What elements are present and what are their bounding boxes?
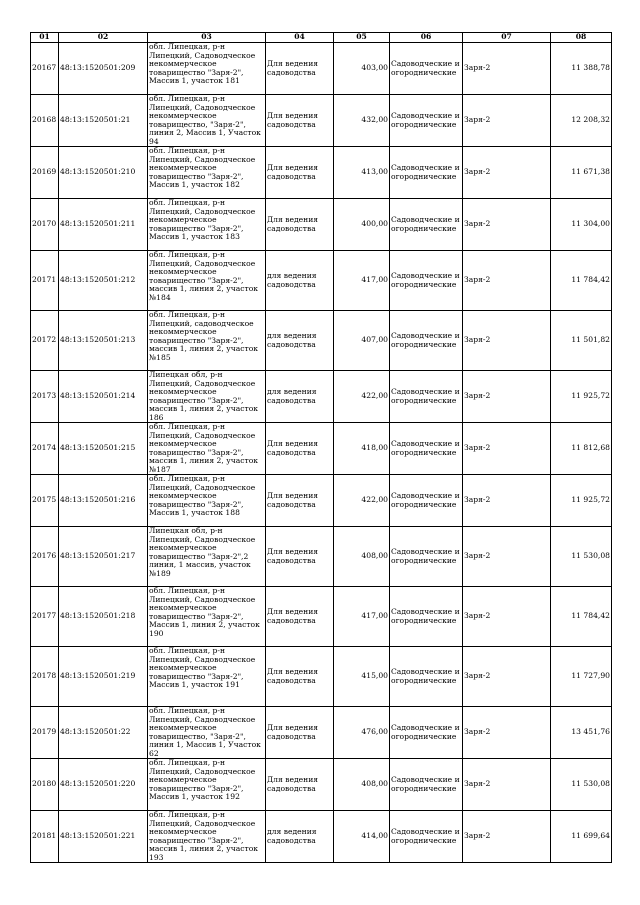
group-cell: Заря-2 — [463, 647, 551, 707]
cadastral-value-cell: 11 784,42 — [551, 587, 612, 647]
table-row — [31, 811, 612, 863]
table-row — [31, 199, 612, 251]
area-cell: 414,00 — [334, 811, 390, 863]
header-col-03: 03 — [148, 33, 266, 43]
address-text: обл. Липецкая, р-н Липецкий, Садоводческое некоммерческое товарищество "Заря-2", Массив 1, участок 181 — [149, 43, 256, 86]
record-id-cell: 20173 — [31, 371, 59, 423]
address-cell — [148, 423, 266, 475]
table-row — [31, 587, 612, 647]
area-cell: 408,00 — [334, 759, 390, 811]
permitted-use-cell: Для ведения садоводства — [266, 43, 334, 95]
group-cell: Заря-2 — [463, 147, 551, 199]
cadastral-number-cell: 48:13:1520501:211 — [59, 199, 148, 251]
area-cell: 417,00 — [334, 587, 390, 647]
record-id-cell: 20175 — [31, 475, 59, 527]
table-row — [31, 147, 612, 199]
cadastral-value-cell: 11 501,82 — [551, 311, 612, 371]
address-cell — [148, 199, 266, 251]
table-body — [31, 43, 612, 863]
table-row — [31, 311, 612, 371]
address-text: обл. Липецкая, р-н Липецкий, Садоводческое некоммерческое товарищество "Заря-2", Массив 1, участок 182 — [149, 147, 256, 190]
cadastral-number-cell: 48:13:1520501:210 — [59, 147, 148, 199]
record-id-cell: 20180 — [31, 759, 59, 811]
cadastral-number-cell: 48:13:1520501:215 — [59, 423, 148, 475]
cadastral-number-cell: 48:13:1520501:219 — [59, 647, 148, 707]
group-cell: Заря-2 — [463, 43, 551, 95]
header-col-01: 01 — [31, 33, 59, 43]
land-category-cell: Садоводческие и огороднические — [390, 811, 463, 863]
cadastral-value-cell: 11 304,00 — [551, 199, 612, 251]
address-cell — [148, 95, 266, 147]
record-id-cell: 20169 — [31, 147, 59, 199]
address-text: Липецкая обл, р-н Липецкий, Садоводческое некоммерческое товарищество "Заря-2", массив 1, линия 2, участок 186 — [149, 371, 259, 421]
cadastral-value-cell: 11 925,72 — [551, 475, 612, 527]
cadastral-number-cell: 48:13:1520501:218 — [59, 587, 148, 647]
header-col-07: 07 — [463, 33, 551, 43]
address-cell — [148, 43, 266, 95]
group-cell: Заря-2 — [463, 475, 551, 527]
address-cell — [148, 587, 266, 647]
header-col-06: 06 — [390, 33, 463, 43]
table-row — [31, 371, 612, 423]
cadastral-number-cell: 48:13:1520501:221 — [59, 811, 148, 863]
land-category-cell: Садоводческие и огороднические — [390, 587, 463, 647]
area-cell: 407,00 — [334, 311, 390, 371]
address-text: обл. Липецкая, р-н Липецкий, Садоводческое некоммерческое товарищество "Заря-2", Массив 1, участок 188 — [149, 475, 256, 518]
address-cell — [148, 707, 266, 759]
address-cell — [148, 647, 266, 707]
record-id-cell: 20176 — [31, 527, 59, 587]
address-text: Липецкая обл, р-н Липецкий, Садоводческое некоммерческое товарищество "Заря-2",2 линия, 1 массив, участок №189 — [149, 527, 256, 577]
cadastral-number-cell: 48:13:1520501:217 — [59, 527, 148, 587]
cadastral-value-cell: 11 784,42 — [551, 251, 612, 311]
cadastral-number-cell: 48:13:1520501:220 — [59, 759, 148, 811]
permitted-use-cell: Для ведения садоводства — [266, 527, 334, 587]
permitted-use-cell: Для ведения садоводства — [266, 759, 334, 811]
group-cell: Заря-2 — [463, 811, 551, 863]
land-category-cell: Садоводческие и огороднические — [390, 423, 463, 475]
land-category-cell: Садоводческие и огороднические — [390, 647, 463, 707]
permitted-use-cell: для ведения садоводства — [266, 371, 334, 423]
land-category-cell: Садоводческие и огороднические — [390, 251, 463, 311]
record-id-cell: 20167 — [31, 43, 59, 95]
address-text: обл. Липецкая, р-н Липецкий, Садоводческое некоммерческое товарищество, "Заря-2", линия 1, Массив 1, Участок 62 — [149, 707, 261, 757]
address-cell — [148, 759, 266, 811]
address-cell — [148, 251, 266, 311]
permitted-use-cell: для ведения садоводства — [266, 311, 334, 371]
address-text: обл. Липецкая, р-н Липецкий, Садоводческое некоммерческое товарищество "Заря-2", Массив 1, линия 2, участок 190 — [149, 587, 260, 637]
cadastral-value-cell: 11 671,38 — [551, 147, 612, 199]
header-col-08: 08 — [551, 33, 612, 43]
header-col-05: 05 — [334, 33, 390, 43]
area-cell: 422,00 — [334, 475, 390, 527]
table-row — [31, 759, 612, 811]
address-text: обл. Липецкая, р-н Липецкий, садоводческое некоммерческое товарищество "Заря-2", массив 1, линия 2, участок №185 — [149, 311, 259, 361]
address-cell — [148, 311, 266, 371]
record-id-cell: 20178 — [31, 647, 59, 707]
table-row — [31, 423, 612, 475]
record-id-cell: 20172 — [31, 311, 59, 371]
area-cell: 432,00 — [334, 95, 390, 147]
permitted-use-cell: Для ведения садоводства — [266, 423, 334, 475]
cadastral-number-cell: 48:13:1520501:21 — [59, 95, 148, 147]
group-cell: Заря-2 — [463, 311, 551, 371]
land-category-cell: Садоводческие и огороднические — [390, 759, 463, 811]
permitted-use-cell: для ведения садоводства — [266, 251, 334, 311]
cadastral-table-sheet — [30, 32, 611, 863]
group-cell: Заря-2 — [463, 587, 551, 647]
permitted-use-cell: Для ведения садоводства — [266, 707, 334, 759]
cadastral-value-cell: 11 727,90 — [551, 647, 612, 707]
group-cell: Заря-2 — [463, 423, 551, 475]
record-id-cell: 20171 — [31, 251, 59, 311]
table-row — [31, 647, 612, 707]
area-cell: 476,00 — [334, 707, 390, 759]
group-cell: Заря-2 — [463, 759, 551, 811]
address-cell — [148, 811, 266, 863]
record-id-cell: 20170 — [31, 199, 59, 251]
land-category-cell: Садоводческие и огороднические — [390, 371, 463, 423]
cadastral-number-cell: 48:13:1520501:212 — [59, 251, 148, 311]
area-cell: 418,00 — [334, 423, 390, 475]
cadastral-value-cell: 11 925,72 — [551, 371, 612, 423]
address-text: обл. Липецкая, р-н Липецкий, Садоводческое некоммерческое товарищество "Заря-2", массив 1, линия 2, участок 193 — [149, 811, 259, 861]
group-cell: Заря-2 — [463, 251, 551, 311]
table-row — [31, 251, 612, 311]
group-cell: Заря-2 — [463, 199, 551, 251]
cadastral-value-cell: 11 699,64 — [551, 811, 612, 863]
group-cell: Заря-2 — [463, 371, 551, 423]
cadastral-number-cell: 48:13:1520501:213 — [59, 311, 148, 371]
cadastral-number-cell: 48:13:1520501:214 — [59, 371, 148, 423]
area-cell: 415,00 — [334, 647, 390, 707]
land-category-cell: Садоводческие и огороднические — [390, 527, 463, 587]
permitted-use-cell: Для ведения садоводства — [266, 587, 334, 647]
address-text: обл. Липецкая, р-н Липецкий, Садоводческое некоммерческое товарищество "Заря-2", массив 1, линия 2, участок №187 — [149, 423, 259, 473]
table-row — [31, 527, 612, 587]
area-cell: 408,00 — [334, 527, 390, 587]
address-text: обл. Липецкая, р-н Липецкий, Садоводческое некоммерческое товарищество "Заря-2", массив 1, линия 2, участок №184 — [149, 251, 259, 301]
address-text: обл. Липецкая, р-н Липецкий, Садоводческое некоммерческое товарищество "Заря-2", Массив 1, участок 191 — [149, 647, 256, 690]
cadastral-number-cell: 48:13:1520501:209 — [59, 43, 148, 95]
area-cell: 413,00 — [334, 147, 390, 199]
header-col-02: 02 — [59, 33, 148, 43]
permitted-use-cell: для ведения садоводства — [266, 811, 334, 863]
land-category-cell: Садоводческие и огороднические — [390, 95, 463, 147]
header-row — [31, 33, 612, 43]
record-id-cell: 20181 — [31, 811, 59, 863]
land-category-cell: Садоводческие и огороднические — [390, 147, 463, 199]
record-id-cell: 20177 — [31, 587, 59, 647]
address-text: обл. Липецкая, р-н Липецкий, Садоводческое некоммерческое товарищество, "Заря-2", линия 2, Массив 1, Участок 94 — [149, 95, 261, 145]
table-row — [31, 707, 612, 759]
land-category-cell: Садоводческие и огороднические — [390, 43, 463, 95]
area-cell: 400,00 — [334, 199, 390, 251]
permitted-use-cell: Для ведения садоводства — [266, 199, 334, 251]
table-row — [31, 475, 612, 527]
cadastral-value-cell: 13 451,76 — [551, 707, 612, 759]
address-text: обл. Липецкая, р-н Липецкий, Садоводческое некоммерческое товарищество "Заря-2", Массив 1, участок 192 — [149, 759, 256, 802]
area-cell: 417,00 — [334, 251, 390, 311]
header-col-04: 04 — [266, 33, 334, 43]
cadastral-value-cell: 12 208,32 — [551, 95, 612, 147]
land-category-cell: Садоводческие и огороднические — [390, 199, 463, 251]
address-cell — [148, 371, 266, 423]
area-cell: 403,00 — [334, 43, 390, 95]
cadastral-value-cell: 11 812,68 — [551, 423, 612, 475]
table-row — [31, 43, 612, 95]
permitted-use-cell: Для ведения садоводства — [266, 475, 334, 527]
address-cell — [148, 475, 266, 527]
cadastral-number-cell: 48:13:1520501:216 — [59, 475, 148, 527]
record-id-cell: 20174 — [31, 423, 59, 475]
land-category-cell: Садоводческие и огороднические — [390, 707, 463, 759]
permitted-use-cell: Для ведения садоводства — [266, 147, 334, 199]
cadastral-value-cell: 11 530,08 — [551, 759, 612, 811]
cadastral-value-cell: 11 530,08 — [551, 527, 612, 587]
land-category-cell: Садоводческие и огороднические — [390, 311, 463, 371]
permitted-use-cell: Для ведения садоводства — [266, 647, 334, 707]
group-cell: Заря-2 — [463, 527, 551, 587]
record-id-cell: 20179 — [31, 707, 59, 759]
address-cell — [148, 147, 266, 199]
cadastral-value-cell: 11 388,78 — [551, 43, 612, 95]
table-row — [31, 95, 612, 147]
address-cell — [148, 527, 266, 587]
land-category-cell: Садоводческие и огороднические — [390, 475, 463, 527]
cadastral-table — [30, 32, 612, 863]
group-cell: Заря-2 — [463, 95, 551, 147]
record-id-cell: 20168 — [31, 95, 59, 147]
group-cell: Заря-2 — [463, 707, 551, 759]
area-cell: 422,00 — [334, 371, 390, 423]
address-text: обл. Липецкая, р-н Липецкий, Садоводческое некоммерческое товарищество "Заря-2", Массив 1, участок 183 — [149, 199, 256, 242]
permitted-use-cell: Для ведения садоводства — [266, 95, 334, 147]
cadastral-number-cell: 48:13:1520501:22 — [59, 707, 148, 759]
